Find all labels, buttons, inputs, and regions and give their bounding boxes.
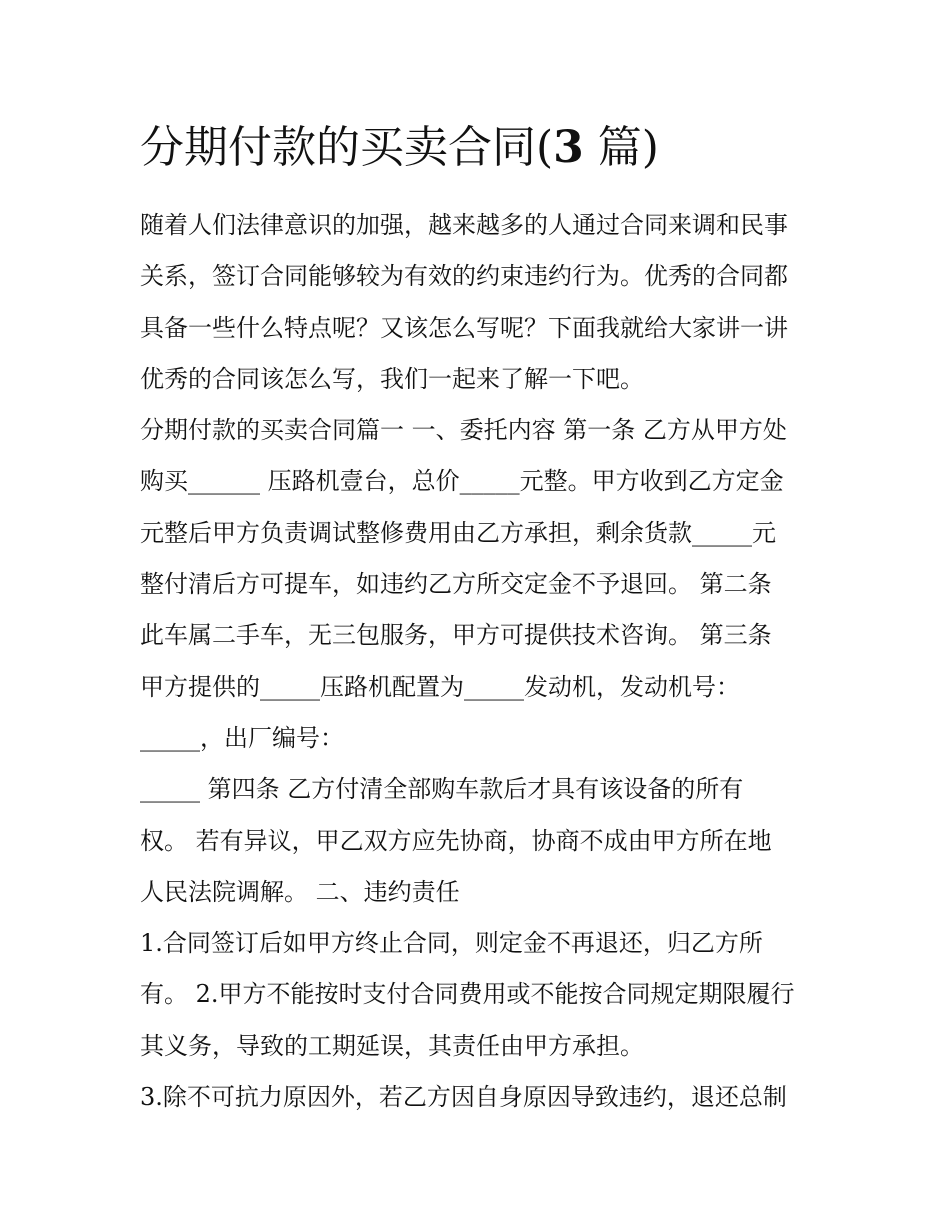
text-line: 随着人们法律意识的加强，越来越多的人通过合同来调和民事 <box>140 211 788 239</box>
text-line: 3.除不可抗力原因外，若乙方因自身原因导致违约，退还总制 <box>140 1083 787 1112</box>
text-line: 关系，签订合同能够较为有效的约束违约行为。优秀的合同都 <box>140 262 788 291</box>
title-suffix: 篇) <box>583 122 659 173</box>
text-line: 人民法院调解。 二、违约责任 <box>140 877 460 906</box>
document-body <box>140 118 820 1123</box>
text-line: 此车属二手车，无三包服务，甲方可提供技术咨询。 第三条 <box>140 621 772 650</box>
title-number: 3 <box>553 122 584 173</box>
text-line: 有。 2.甲方不能按时支付合同费用或不能按合同规定期限履行 <box>140 980 795 1009</box>
text-line: 甲方提供的_____压路机配置为_____发动机，发动机号： <box>140 672 740 701</box>
title-prefix: 分期付款的买卖合同( <box>140 122 554 173</box>
text-line: 1.合同签订后如甲方终止合同，则定金不再退还，归乙方所 <box>140 929 763 958</box>
text-line: 整付清后方可提车，如违约乙方所交定金不予退回。 第二条 <box>140 570 772 599</box>
text-line: 购买______ 压路机壹台，总价_____元整。甲方收到乙方定金 <box>140 467 784 496</box>
text-line: 权。 若有异议，甲乙双方应先协商，协商不成由甲方所在地 <box>140 826 772 855</box>
text-line: 优秀的合同该怎么写，我们一起来了解一下吧。 <box>140 364 644 393</box>
text-line: 其义务，导致的工期延误，其责任由甲方承担。 <box>140 1031 644 1060</box>
text-line: 分期付款的买卖合同篇一 一、委托内容 第一条 乙方从甲方处 <box>140 416 787 445</box>
text-line: _____ 第四条 乙方付清全部购车款后才具有该设备的所有 <box>140 775 744 804</box>
text-line: _____，出厂编号： <box>140 723 344 752</box>
text-line: 具备一些什么特点呢？又该怎么写呢？下面我就给大家讲一讲 <box>140 313 788 342</box>
text-line: 元整后甲方负责调试整修费用由乙方承担，剩余货款_____元 <box>140 518 776 547</box>
document-title <box>140 118 820 178</box>
